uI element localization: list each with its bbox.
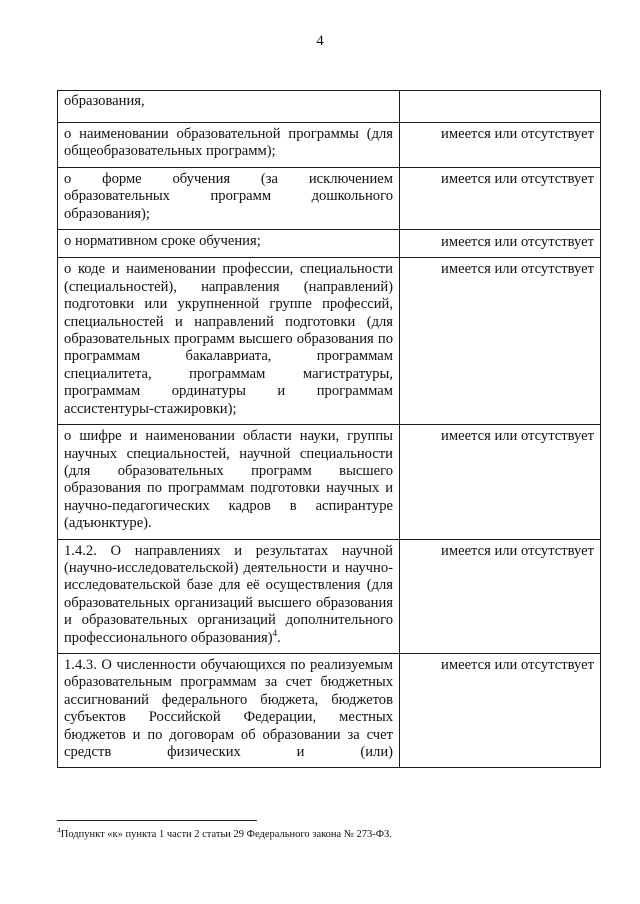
- table-row: [58, 258, 601, 425]
- row-status: имеется или отсутствует: [400, 167, 601, 229]
- row-description: образования,: [58, 91, 400, 123]
- requirements-table: [57, 90, 601, 768]
- row-description: о нормативном сроке обучения;: [58, 230, 400, 258]
- row-description-text: 1.4.2. О направлениях и результатах научной (научно-исследовательской) деятельности и научно-исследовательской базе для её осуществления (для образовательных организаций высшего образования и образовательных организаций дополнительного профессионального образования): [64, 542, 393, 646]
- row-status: имеется или отсутствует: [400, 425, 601, 539]
- page-number: 4: [316, 33, 324, 49]
- table-row: [58, 167, 601, 229]
- footnote: [57, 825, 392, 841]
- footnote-reference[interactable]: 4: [272, 627, 278, 638]
- table-row: [58, 123, 601, 168]
- row-description: 1.4.3. О численности обучающихся по реализуемым образовательным программам за счет бюджетных ассигнований федерального бюджета, бюджетов субъектов Российской Федерации, местных бюджетов и по договорам об образовании за счет средств физических и (или): [58, 653, 400, 767]
- row-description: о наименовании образовательной программы (для общеобразовательных программ);: [58, 123, 400, 168]
- row-status: имеется или отсутствует: [400, 230, 601, 258]
- table-row: [58, 653, 601, 767]
- table-row: [58, 91, 601, 123]
- row-description: о коде и наименовании профессии, специальности (специальностей), направления (направлений) подготовки или укрупненной группе профессий, специальностей и направлений подготовки (для образовательных программ высшего образования по программам бакалавриата, программам специалитета, программам магистратуры, программам ординатуры и программам ассистентуры-стажировки);: [58, 258, 400, 425]
- row-status: имеется или отсутствует: [400, 653, 601, 767]
- table-row: [58, 539, 601, 653]
- table-row: [58, 425, 601, 539]
- table-row: [58, 230, 601, 258]
- footnote-mark: 4: [57, 825, 61, 835]
- row-description: 1.4.2. О направлениях и результатах научной (научно-исследовательской) деятельности и научно-исследовательской базе для её осуществления (для образовательных организаций высшего образования и образовательных организаций дополнительного профессионального образования)$^4$.: [58, 539, 400, 653]
- row-description: о форме обучения (за исключением образовательных программ дошкольного образования);: [58, 167, 400, 229]
- row-status: имеется или отсутствует: [400, 123, 601, 168]
- row-status: [400, 91, 601, 123]
- row-description: о шифре и наименовании области науки, группы научных специальностей, научной специальности (для образовательных программ высшего образования по программам подготовки научных и научно-педагогических кадров в аспирантуре (адъюнктуре).: [58, 425, 400, 539]
- footnote-text: Подпункт «к» пункта 1 части 2 статьи 29 Федерального закона № 273-ФЗ.: [60, 829, 392, 840]
- row-status: имеется или отсутствует: [400, 539, 601, 653]
- footnote-divider: [57, 820, 257, 821]
- row-status: имеется или отсутствует: [400, 258, 601, 425]
